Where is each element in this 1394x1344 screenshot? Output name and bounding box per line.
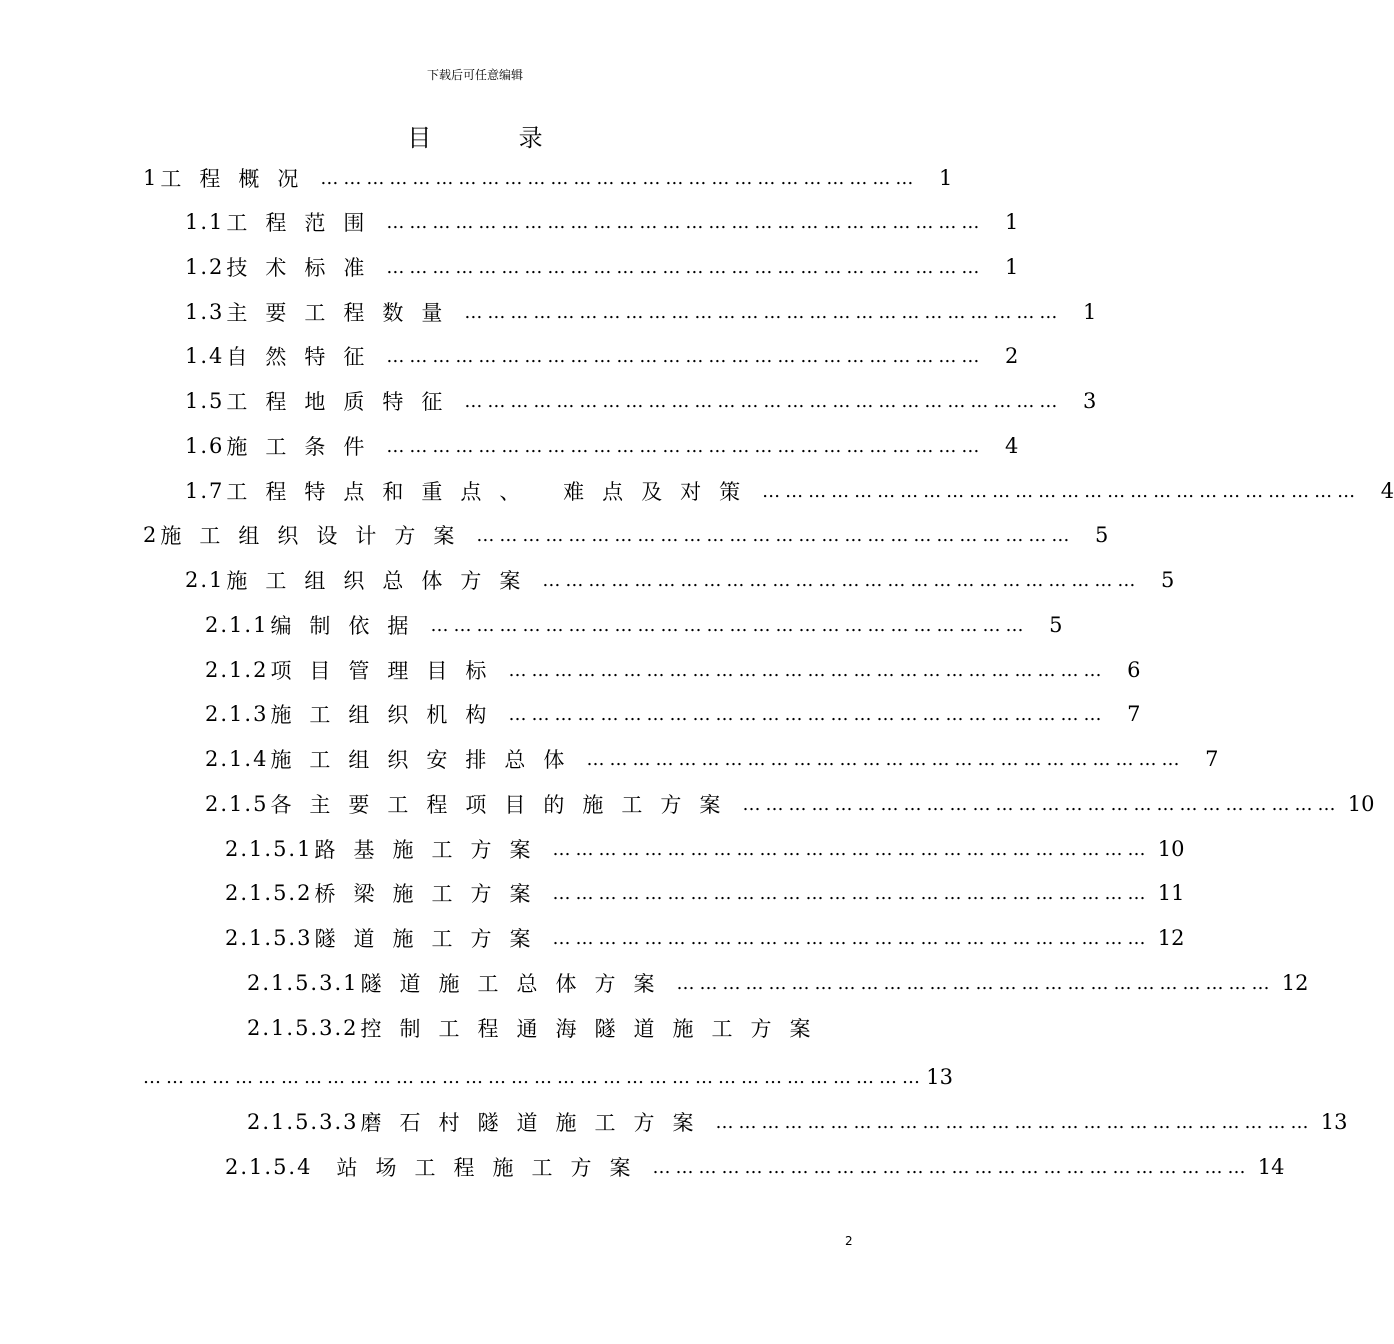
toc-entry-page: 12 (1281, 971, 1309, 995)
toc-leader-dots: …………………………………………………………………… (386, 211, 985, 233)
toc-entry[interactable] (185, 476, 1394, 506)
toc-entry[interactable] (143, 520, 1109, 550)
toc-entry[interactable] (143, 163, 953, 193)
toc-entry-number: 2.1.3 (205, 702, 269, 726)
toc-entry[interactable] (205, 744, 1219, 774)
toc-entry-number: 1.5 (185, 389, 225, 413)
toc-leader-dots: …………………………………………………………………… (386, 256, 985, 278)
toc-leader-dots: …………………………………………………………………… (542, 569, 1141, 591)
toc-entry-title: 施工组织安排总体 (270, 748, 583, 772)
toc-leader-dots: …………………………………………………………………… (552, 838, 1151, 860)
toc-entry-title: 施工组织机构 (270, 703, 505, 727)
toc-entry-title: 项目管理目标 (270, 659, 505, 683)
toc-leader-dots: …………………………………………………………………… (386, 345, 985, 367)
toc-entry[interactable] (185, 565, 1175, 595)
toc-leader-dots: …………………………………………………………………… (762, 480, 1361, 502)
toc-leader-dots: …………………………………………………………………… (552, 927, 1151, 949)
toc-entry-title: 隧道施工总体方案 (360, 972, 673, 996)
toc-entry-number: 2.1.2 (205, 658, 269, 682)
toc-entry-number: 2 (143, 523, 159, 547)
toc-entry-number: 2.1.5.4 (225, 1155, 313, 1179)
toc-entry-title: 技术标准 (226, 256, 383, 280)
toc-entry-page: 13 (1320, 1110, 1348, 1134)
toc-entry[interactable] (225, 834, 1185, 864)
toc-entry[interactable] (225, 923, 1185, 953)
toc-entry-number: 1.4 (185, 344, 225, 368)
toc-leader-dots: …………………………………………………………………… (464, 301, 1063, 323)
toc-entry-page: 3 (1083, 389, 1097, 413)
toc-entry[interactable] (225, 1152, 1285, 1182)
toc-entry[interactable] (247, 1107, 1348, 1137)
toc-entry-number: 2.1.5.3 (225, 926, 313, 950)
toc-entry-number: 2.1.5 (205, 792, 269, 816)
page-number: 2 (845, 1234, 853, 1248)
toc-leader-dots: …………………………………………………………………… (652, 1156, 1251, 1178)
toc-entry-page: 10 (1347, 792, 1375, 816)
toc-entry-number: 1.3 (185, 300, 225, 324)
toc-leader-dots: …………………………………………………………………… (586, 748, 1185, 770)
toc-entry-number: 1.7 (185, 479, 225, 503)
toc-entry-page: 5 (1161, 568, 1175, 592)
toc-leader-dots: …………………………………………………………………… (552, 882, 1151, 904)
toc-entry-page: 7 (1127, 702, 1141, 726)
toc-entry-title: 施工组织总体方案 (226, 569, 539, 593)
toc-entry-number: 2.1.5.3.1 (247, 971, 359, 995)
toc-leader-dots: …………………………………………………………………… (508, 659, 1107, 681)
toc-entry[interactable] (185, 297, 1097, 327)
toc-entry-title: 工程范围 (226, 211, 383, 235)
toc-entry-title: 控制工程通海隧道施工方案 (360, 1017, 829, 1041)
toc-entry-page: 7 (1205, 747, 1219, 771)
toc-entry-title: 各主要工程项目的施工方案 (270, 793, 739, 817)
toc-entry-title: 主要工程数量 (226, 301, 461, 325)
toc-leader-dots: …………………………………………………………………… (476, 524, 1075, 546)
toc-entry-page: 1 (1005, 255, 1019, 279)
toc-entry-title: 桥梁施工方案 (314, 882, 549, 906)
toc-leader-dots: …………………………………………………………………… (320, 167, 919, 189)
toc-entry-number: 2.1.5.3.3 (247, 1110, 359, 1134)
toc-entry-title: 隧道施工方案 (314, 927, 549, 951)
toc-entry[interactable] (185, 431, 1019, 461)
toc-entry-continuation[interactable] (143, 1062, 953, 1092)
toc-title-left: 目 (407, 124, 432, 152)
toc-entry[interactable] (185, 386, 1097, 416)
toc-entry-title: 编制依据 (270, 614, 427, 638)
toc-entry[interactable] (205, 699, 1141, 729)
toc-entry-title: 自然特征 (226, 345, 383, 369)
toc-entry-number: 1.2 (185, 255, 225, 279)
toc-entry-page: 11 (1157, 881, 1185, 905)
toc-leader-dots: …………………………………………………………………… (715, 1111, 1314, 1133)
toc-entry[interactable] (247, 1013, 850, 1043)
toc-entry-number: 1.1 (185, 210, 225, 234)
toc-entry[interactable] (185, 207, 1019, 237)
toc-leader-dots: …………………………………………………………………… (430, 614, 1029, 636)
toc-entry[interactable] (205, 610, 1063, 640)
toc-entry-title: 路基施工方案 (314, 838, 549, 862)
toc-leader-dots: …………………………………………………………………… (464, 390, 1063, 412)
toc-entry[interactable] (205, 789, 1375, 819)
toc-entry-title: 站场工程施工方案 (336, 1156, 649, 1180)
toc-entry[interactable] (205, 655, 1141, 685)
toc-entry-page: 12 (1157, 926, 1185, 950)
toc-entry-title: 工程特点和重点、 难点及对策 (226, 480, 759, 504)
page-header: 下载后可任意编辑 (426, 68, 523, 82)
toc-entry-title: 施工组织设计方案 (160, 524, 473, 548)
toc-leader-dots: …………………………………………………………………… (742, 793, 1341, 815)
toc-entry-page: 14 (1257, 1155, 1285, 1179)
toc-entry-page: 13 (926, 1065, 953, 1089)
toc-entry-number: 2.1.4 (205, 747, 269, 771)
toc-entry-number: 2.1.5.1 (225, 837, 313, 861)
toc-entry-page: 6 (1127, 658, 1141, 682)
toc-entry-number: 1 (143, 166, 159, 190)
toc-entry-title: 磨石村隧道施工方案 (360, 1111, 712, 1135)
toc-entry[interactable] (185, 252, 1019, 282)
toc-entry-page: 10 (1157, 837, 1185, 861)
toc-entry-page: 1 (1083, 300, 1097, 324)
toc-title-right: 录 (518, 124, 543, 152)
toc-entry-page: 2 (1005, 344, 1019, 368)
toc-entry-page: 1 (1005, 210, 1019, 234)
toc-entry-number: 1.6 (185, 434, 225, 458)
toc-entry-title: 工程地质特征 (226, 390, 461, 414)
toc-entry-page: 4 (1005, 434, 1019, 458)
toc-entry-number: 2.1.1 (205, 613, 269, 637)
toc-entry[interactable] (225, 878, 1185, 908)
toc-entry-page: 5 (1049, 613, 1063, 637)
toc-leader-dots: …………………………………………………………………… (508, 703, 1107, 725)
toc-entry-number: 2.1.5.3.2 (247, 1016, 359, 1040)
toc-leader-dots: ………………………………………………………………………………………… (143, 1066, 925, 1088)
toc-entry-page: 4 (1380, 479, 1394, 503)
toc-entry-page: 1 (939, 166, 953, 190)
toc-entry-title: 工程概况 (160, 167, 317, 191)
toc-entry-number: 2.1.5.2 (225, 881, 313, 905)
toc-entry-title: 施工条件 (226, 435, 383, 459)
toc-entry-number: 2.1 (185, 568, 225, 592)
toc-entry[interactable] (185, 341, 1019, 371)
toc-leader-dots: …………………………………………………………………… (676, 972, 1275, 994)
toc-leader-dots: …………………………………………………………………… (386, 435, 985, 457)
toc-entry-page: 5 (1095, 523, 1109, 547)
toc-entry[interactable] (247, 968, 1309, 998)
